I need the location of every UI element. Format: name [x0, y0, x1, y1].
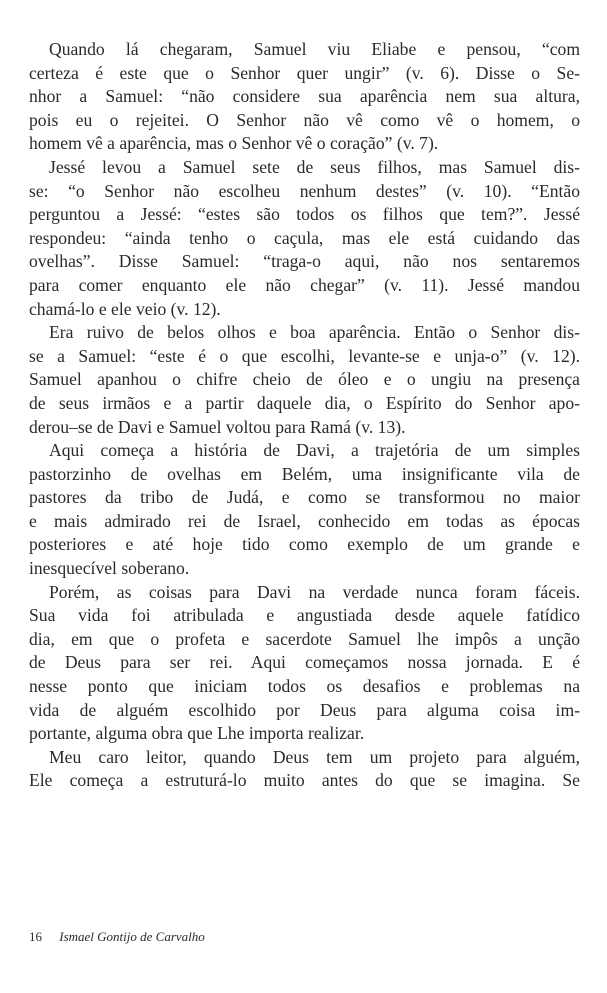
text-line: perguntou a Jessé: “estes são todos os filhos que tem?”. Jessé [29, 204, 580, 225]
paragraph [29, 321, 580, 439]
text-line: pastorzinho de ovelhas em Belém, uma insignificante vila de [29, 463, 580, 484]
paragraph [29, 38, 580, 156]
text-line: dia, em que o profeta e sacerdote Samuel lhe impôs a unção [29, 628, 580, 649]
page-number: 16 [29, 929, 42, 944]
paragraph [29, 439, 580, 581]
text-line: Aqui começa a história de Davi, a trajetória de um simples [49, 440, 580, 461]
text-line: se: “o Senhor não escolheu nenhum destes” (v. 10). “Então [29, 180, 580, 201]
running-footer-author: Ismael Gontijo de Carvalho [59, 929, 205, 944]
text-line: de seus irmãos e a partir daquele dia, o Espírito do Senhor apo- [29, 392, 580, 413]
text-line: vida de alguém escolhido por Deus para alguma coisa im- [29, 699, 580, 720]
text-line: certeza é este que o Senhor quer ungir” (v. 6). Disse o Se- [29, 62, 580, 83]
text-line: para comer enquanto ele não chegar” (v. 11). Jessé mandou [29, 274, 580, 295]
text-line: pastores da tribo de Judá, e como se transformou no maior [29, 487, 580, 508]
text-line: Porém, as coisas para Davi na verdade nunca foram fáceis. [49, 581, 580, 602]
paragraph [29, 156, 580, 321]
paragraph [29, 746, 580, 793]
text-line: portante, alguma obra que Lhe importa realizar. [29, 723, 365, 744]
text-line: se a Samuel: “este é o que escolhi, levante-se e unja-o” (v. 12). [29, 345, 580, 366]
text-line: Samuel apanhou o chifre cheio de óleo e o ungiu na presença [29, 369, 580, 390]
text-line: Quando lá chegaram, Samuel viu Eliabe e pensou, “com [49, 39, 580, 59]
paragraph [29, 581, 580, 746]
text-line: ovelhas”. Disse Samuel: “traga-o aqui, não nos sentaremos [29, 251, 580, 272]
text-line: homem vê a aparência, mas o Senhor vê o coração” (v. 7). [29, 133, 439, 154]
text-line: nesse ponto que iniciam todos os desafios e problemas na [29, 676, 580, 697]
page-text-body [29, 38, 580, 793]
text-line: inesquecível soberano. [29, 558, 190, 579]
text-line: posteriores e até hoje tido como exemplo de um grande e [29, 534, 580, 555]
text-line: respondeu: “ainda tenho o caçula, mas ele está cuidando das [29, 227, 580, 248]
text-line: chamá-lo e ele veio (v. 12). [29, 298, 221, 319]
text-line: Meu caro leitor, quando Deus tem um projeto para alguém, [49, 746, 580, 767]
text-line: Ele começa a estruturá-lo muito antes do que se imagina. Se [29, 770, 580, 791]
page-footer [29, 929, 205, 945]
text-line: Jessé levou a Samuel sete de seus filhos, mas Samuel dis- [49, 156, 580, 177]
text-line: Era ruivo de belos olhos e boa aparência. Então o Senhor dis- [49, 322, 580, 343]
text-line: e mais admirado rei de Israel, conhecido em todas as épocas [29, 510, 580, 531]
text-line: nhor a Samuel: “não considere sua aparência nem sua altura, [29, 86, 580, 107]
text-line: de Deus para ser rei. Aqui começamos nossa jornada. E é [29, 652, 580, 673]
text-line: Sua vida foi atribulada e angustiada desde aquele fatídico [29, 605, 580, 626]
text-line: pois eu o rejeitei. O Senhor não vê como vê o homem, o [29, 109, 580, 130]
text-line: derou–se de Davi e Samuel voltou para Ramá (v. 13). [29, 416, 406, 437]
